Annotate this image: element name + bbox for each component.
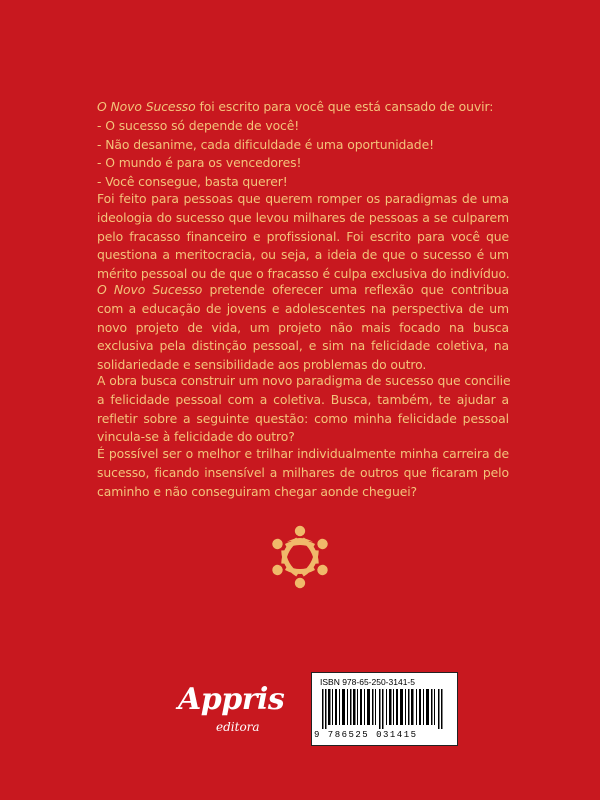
paragraph-line: a felicidade pessoal com a coletiva. Busca, também, te ajudar a [97, 391, 509, 407]
paragraph-line: A obra busca construir um novo paradigma de sucesso que concilie [97, 373, 511, 388]
barcode-icon [322, 689, 448, 729]
intro-line: - O mundo é para os vencedores! [97, 155, 302, 171]
publisher-name: Appris [178, 682, 285, 717]
paragraph-line: solidariedade e sensibilidade aos problemas do outro. [97, 357, 427, 373]
intro-line: - Não desanime, cada dificuldade é uma oportunidade! [97, 136, 434, 152]
paragraph-line: questiona a meritocracia, ou seja, a ideia de que o sucesso é um [97, 247, 509, 263]
isbn-label: ISBN 978-65-250-3141-5 [320, 677, 415, 687]
paragraph-lead-rest: pretende oferecer uma reflexão que contribua [202, 282, 510, 297]
paragraph-line: novo projeto de vida, um projeto não mais focado na busca [97, 319, 509, 335]
paragraph-line: Foi feito para pessoas que querem romper os paradigmas de uma [97, 191, 509, 206]
intro-title-rest: foi escrito para você que está cansado de ouvir: [195, 99, 494, 114]
isbn-barcode [311, 672, 458, 746]
paragraph-goal [97, 372, 509, 447]
intro-title-line [97, 98, 509, 117]
ean-number: 9 786525 031415 [314, 730, 418, 740]
paragraph-line: mérito pessoal ou de que o fracasso é culpa exclusiva do indivíduo. [97, 266, 510, 282]
paragraph-line: sucesso, ficando insensível a milhares de outros que ficaram pelo [97, 464, 509, 480]
publisher-subtitle: editora [216, 720, 260, 734]
paragraph-line: refletir sobre a seguinte questão: como minha felicidade pessoal [97, 410, 509, 426]
paragraph-line: ideologia do sucesso que levou milhares de pessoas a se culparem [97, 209, 509, 225]
intro-line: - O sucesso só depende de você! [97, 117, 300, 133]
paragraph-line: pelo fracasso financeiro e profissional. Foi escrito para você que [97, 228, 509, 244]
paragraph-line: caminho e não conseguiram chegar aonde cheguei? [97, 483, 418, 499]
community-circle-icon [263, 520, 337, 594]
paragraph-line: com a educação de jovens e adolescentes na perspectiva de um [97, 300, 509, 316]
paragraph-line: exclusiva pela distinção pessoal, e sim na felicidade coletiva, na [97, 338, 509, 354]
book-title-italic: O Novo Sucesso [97, 282, 203, 297]
intro-paragraph [97, 98, 509, 192]
paragraph-line: vincula-se à felicidade do outro? [97, 429, 295, 445]
book-title-italic: O Novo Sucesso [97, 99, 196, 114]
intro-line: - Você consegue, basta querer! [97, 174, 288, 190]
paragraph-purpose [97, 281, 509, 375]
paragraph-audience [97, 190, 509, 284]
publisher-logo [176, 682, 286, 744]
paragraph-lead-line [97, 281, 509, 300]
paragraph-question [97, 445, 509, 501]
paragraph-line: É possível ser o melhor e trilhar individualmente minha carreira de [97, 446, 509, 461]
